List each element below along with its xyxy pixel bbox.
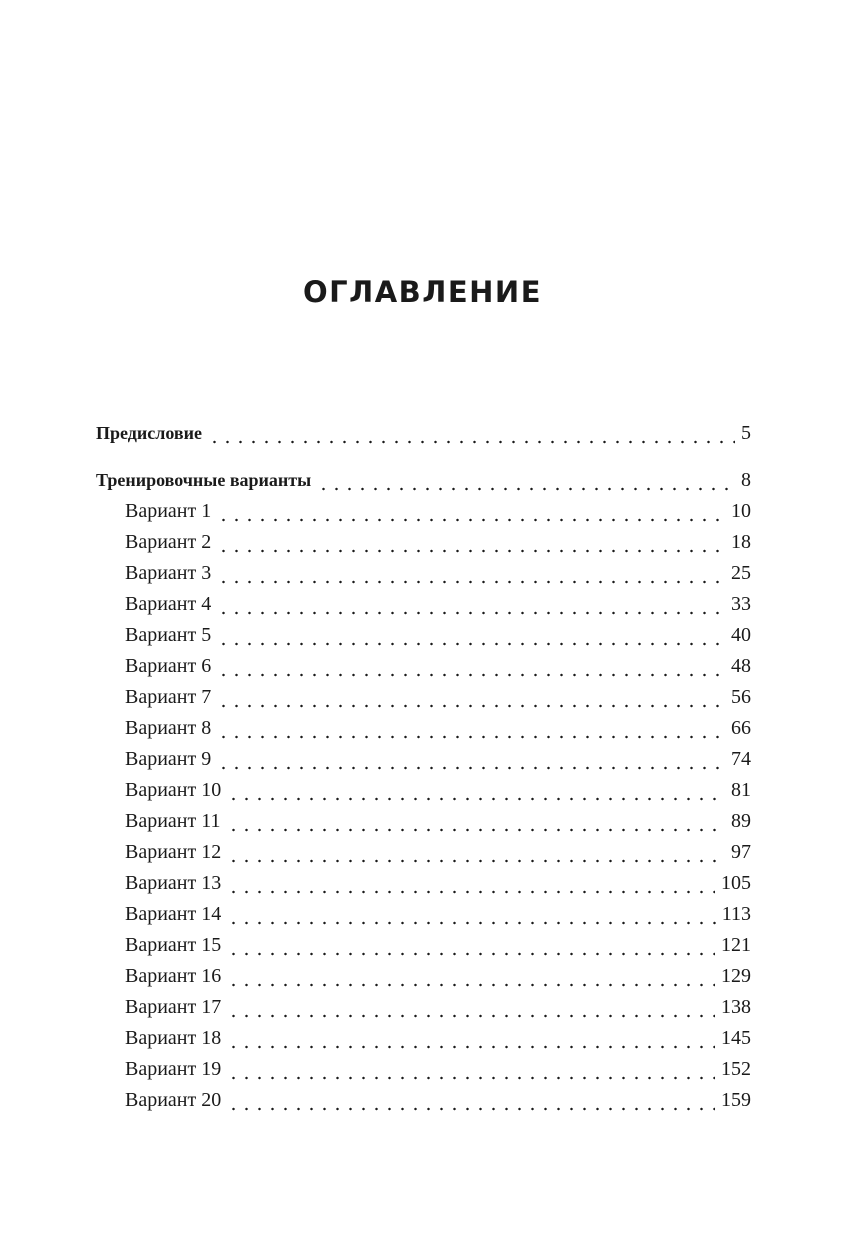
toc-entry-variant[interactable] xyxy=(96,899,751,930)
toc-entry-label: Вариант 13 xyxy=(125,872,222,894)
dot-leader xyxy=(227,1091,715,1111)
toc-entry-label: Вариант 11 xyxy=(125,810,221,832)
toc-entry-variant[interactable] xyxy=(96,682,751,713)
dot-leader xyxy=(227,998,715,1018)
toc-entry-label: Вариант 18 xyxy=(125,1027,222,1049)
dot-leader xyxy=(217,719,725,739)
toc-entry-page-number: 56 xyxy=(731,686,751,708)
toc-entry-label: Вариант 19 xyxy=(125,1058,222,1080)
toc-entry-page-number: 113 xyxy=(721,903,751,925)
toc-entry-variant[interactable] xyxy=(96,620,751,651)
toc-entry-page-number: 121 xyxy=(721,934,751,956)
dot-leader xyxy=(208,424,735,444)
toc-entry-preface[interactable] xyxy=(96,418,751,449)
toc-entry-variant[interactable] xyxy=(96,558,751,589)
toc-entry-variant[interactable] xyxy=(96,744,751,775)
dot-leader xyxy=(227,967,715,987)
dot-leader xyxy=(217,750,725,770)
toc-entry-variant[interactable] xyxy=(96,496,751,527)
dot-leader xyxy=(217,657,725,677)
toc-entry-label: Тренировочные варианты xyxy=(96,470,312,490)
toc-entry-label: Вариант 7 xyxy=(125,686,212,708)
toc-entry-variant[interactable] xyxy=(96,651,751,682)
toc-entry-training-variants[interactable] xyxy=(96,465,751,496)
toc-entry-label: Вариант 17 xyxy=(125,996,222,1018)
toc-entry-label: Вариант 5 xyxy=(125,624,212,646)
toc-entry-label: Вариант 20 xyxy=(125,1089,222,1111)
toc-entry-variant[interactable] xyxy=(96,589,751,620)
toc-entry-page-number: 10 xyxy=(731,500,751,522)
toc-entry-page-number: 159 xyxy=(721,1089,751,1111)
toc-entry-page-number: 152 xyxy=(721,1058,751,1080)
toc-entry-variant[interactable] xyxy=(96,1023,751,1054)
dot-leader xyxy=(217,595,725,615)
toc-entry-label: Вариант 15 xyxy=(125,934,222,956)
toc-entry-page-number: 18 xyxy=(731,531,751,553)
dot-leader xyxy=(227,843,725,863)
toc-entry-variant[interactable] xyxy=(96,868,751,899)
toc-entry-variant[interactable] xyxy=(96,930,751,961)
toc-entry-page-number: 66 xyxy=(731,717,751,739)
dot-leader xyxy=(227,905,715,925)
toc-entry-page-number: 74 xyxy=(731,748,751,770)
dot-leader xyxy=(217,626,725,646)
toc-entry-label: Вариант 14 xyxy=(125,903,222,925)
dot-leader xyxy=(317,471,735,491)
dot-leader xyxy=(217,502,725,522)
toc-entry-variant[interactable] xyxy=(96,837,751,868)
dot-leader xyxy=(217,564,725,584)
toc-entry-page-number: 145 xyxy=(721,1027,751,1049)
toc-entry-variant[interactable] xyxy=(96,1085,751,1116)
toc-entry-page-number: 25 xyxy=(731,562,751,584)
toc-entry-variant[interactable] xyxy=(96,775,751,806)
toc-entry-label: Вариант 2 xyxy=(125,531,212,553)
toc-entry-page-number: 40 xyxy=(731,624,751,646)
dot-leader xyxy=(227,936,715,956)
toc-entry-page-number: 138 xyxy=(721,996,751,1018)
toc-entry-label: Вариант 3 xyxy=(125,562,212,584)
dot-leader xyxy=(227,874,715,894)
toc-entry-page-number: 81 xyxy=(731,779,751,801)
toc-entry-label: Вариант 10 xyxy=(125,779,222,801)
toc-entry-page-number: 129 xyxy=(721,965,751,987)
toc-entry-page-number: 8 xyxy=(741,469,751,491)
toc-entry-page-number: 5 xyxy=(741,422,751,444)
toc-entry-page-number: 89 xyxy=(731,810,751,832)
toc-entry-variant[interactable] xyxy=(96,961,751,992)
toc-entry-label: Вариант 4 xyxy=(125,593,212,615)
toc-entry-label: Вариант 1 xyxy=(125,500,212,522)
page-title: ОГЛАВЛЕНИЕ xyxy=(302,275,542,309)
toc-entry-page-number: 97 xyxy=(731,841,751,863)
dot-leader xyxy=(227,812,726,832)
dot-leader xyxy=(217,688,725,708)
toc-entry-label: Вариант 8 xyxy=(125,717,212,739)
toc-entry-variant[interactable] xyxy=(96,1054,751,1085)
table-of-contents xyxy=(96,418,751,1116)
toc-entry-label: Вариант 12 xyxy=(125,841,222,863)
toc-entry-variant[interactable] xyxy=(96,992,751,1023)
dot-leader xyxy=(217,533,725,553)
toc-entry-label: Вариант 16 xyxy=(125,965,222,987)
toc-entry-label: Предисловие xyxy=(96,423,202,443)
dot-leader xyxy=(227,1060,715,1080)
toc-entry-variant[interactable] xyxy=(96,806,751,837)
toc-entry-page-number: 105 xyxy=(721,872,751,894)
toc-entry-label: Вариант 6 xyxy=(125,655,212,677)
dot-leader xyxy=(227,1029,715,1049)
toc-entry-variant[interactable] xyxy=(96,527,751,558)
dot-leader xyxy=(227,781,725,801)
toc-entry-page-number: 33 xyxy=(731,593,751,615)
toc-entry-variant[interactable] xyxy=(96,713,751,744)
toc-entry-label: Вариант 9 xyxy=(125,748,212,770)
toc-entry-page-number: 48 xyxy=(731,655,751,677)
